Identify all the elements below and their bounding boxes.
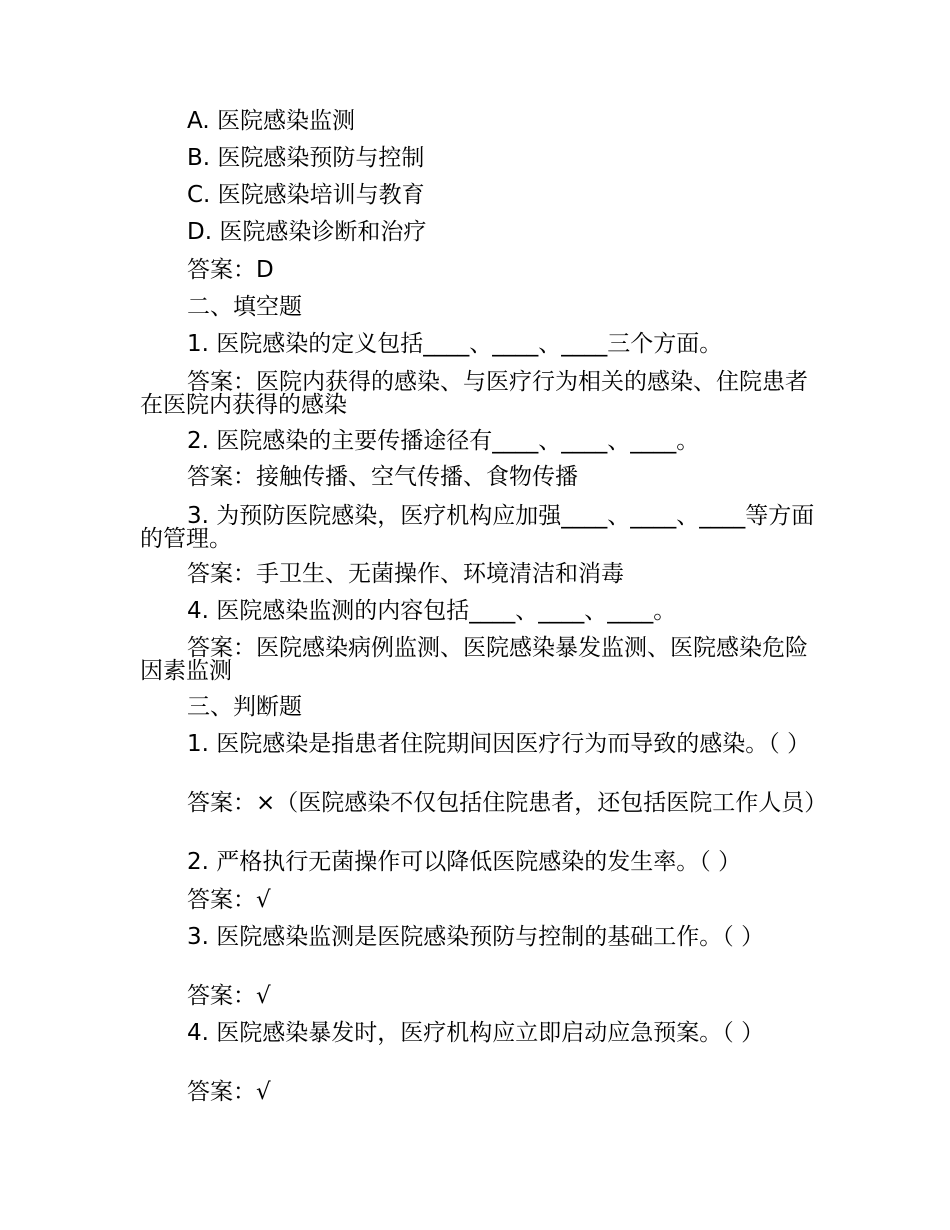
tf-question-3: 3. 医院感染监测是医院感染预防与控制的基础工作。（ ） bbox=[187, 924, 765, 950]
fill-question-4: 4. 医院感染监测的内容包括____、____、____。 bbox=[187, 598, 677, 624]
fill-answer-1: 答案：医院内获得的感染、与医疗行为相关的感染、住院患者在医院内获得的感染 bbox=[140, 369, 808, 418]
tf-question-1: 1. 医院感染是指患者住院期间因医疗行为而导致的感染。（ ） bbox=[187, 731, 811, 757]
option-a: A. 医院感染监测 bbox=[187, 108, 355, 134]
tf-question-2: 2. 严格执行无菌操作可以降低医院感染的发生率。（ ） bbox=[187, 849, 742, 875]
option-b: B. 医院感染预防与控制 bbox=[187, 145, 425, 171]
tf-answer-2: 答案：√ bbox=[187, 887, 271, 913]
answer-mc: 答案：D bbox=[187, 257, 274, 283]
section-heading-true-false: 三、判断题 bbox=[187, 694, 302, 720]
fill-answer-3: 答案：手卫生、无菌操作、环境清洁和消毒 bbox=[187, 561, 624, 587]
fill-answer-4: 答案：医院感染病例监测、医院感染暴发监测、医院感染危险因素监测 bbox=[140, 635, 808, 684]
fill-question-1: 1. 医院感染的定义包括____、____、____三个方面。 bbox=[187, 331, 723, 357]
tf-answer-1: 答案：×（医院感染不仅包括住院患者，还包括医院工作人员） bbox=[187, 790, 828, 816]
fill-question-3: 3. 为预防医院感染，医疗机构应加强____、____、____等方面的管理。 bbox=[140, 503, 815, 552]
tf-question-4: 4. 医院感染暴发时，医疗机构应立即启动应急预案。（ ） bbox=[187, 1020, 765, 1046]
fill-answer-2: 答案：接触传播、空气传播、食物传播 bbox=[187, 464, 578, 490]
tf-answer-4: 答案：√ bbox=[187, 1079, 271, 1105]
tf-answer-3: 答案：√ bbox=[187, 983, 271, 1009]
option-d: D. 医院感染诊断和治疗 bbox=[187, 219, 427, 245]
option-c: C. 医院感染培训与教育 bbox=[187, 182, 425, 208]
section-heading-fill-blank: 二、填空题 bbox=[187, 294, 302, 320]
fill-question-2: 2. 医院感染的主要传播途径有____、____、____。 bbox=[187, 428, 700, 454]
